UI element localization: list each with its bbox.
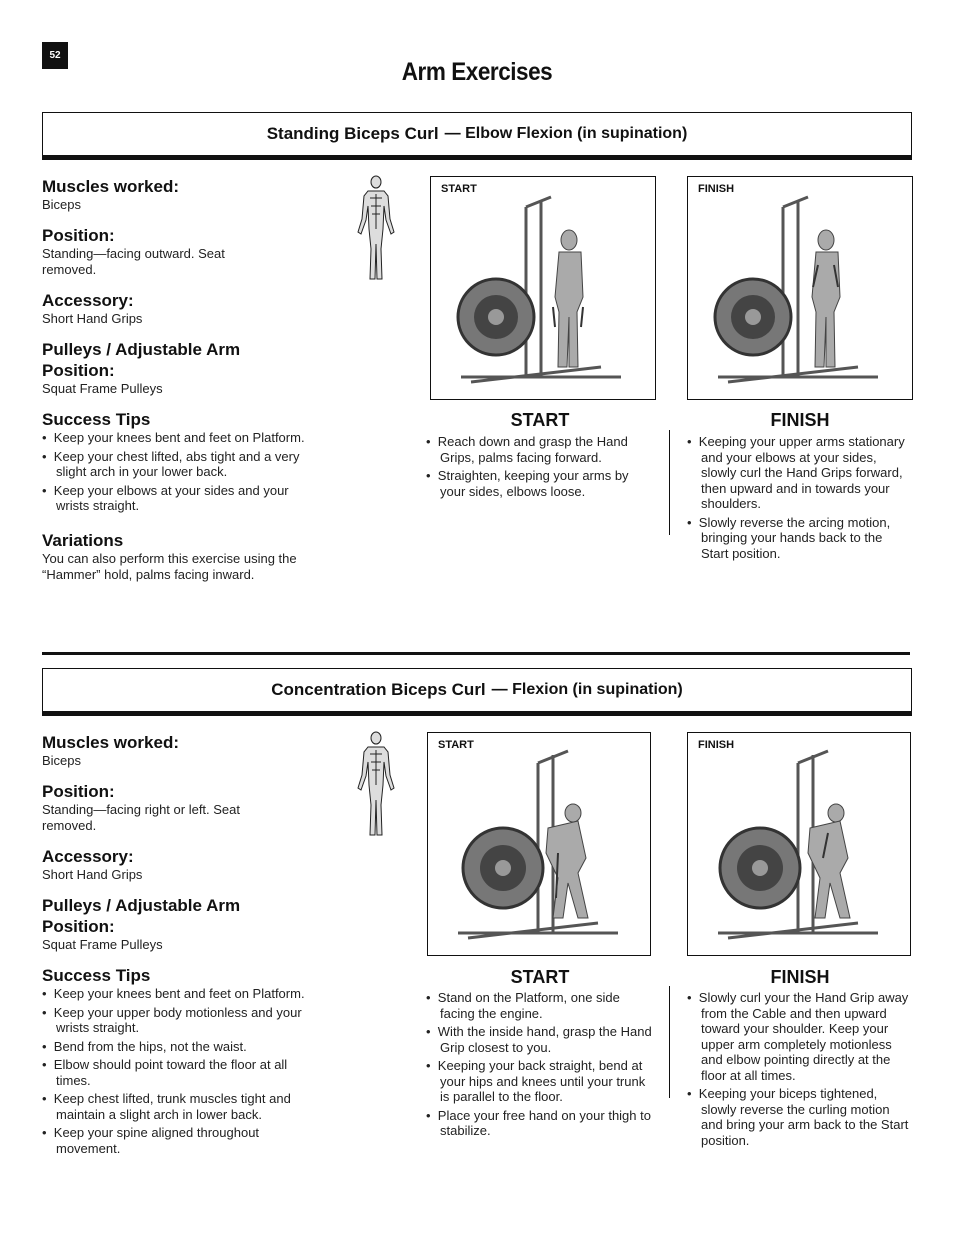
photo-start [430,176,656,400]
exercise-subtitle: — Elbow Flexion (in supination) [444,125,688,142]
position-value: Standing—facing outward. Seat removed. [42,246,225,277]
variations-heading: Variations [42,530,124,550]
photo-finish [687,732,911,956]
muscles-heading: Muscles worked: [42,733,179,752]
list-item: • Keeping your upper arms stationary and your elbows at your sides, slowly curl the Hand Grips forward, then upward and in towards your shoulders. [687,434,913,512]
page-number: 52 [42,42,68,69]
machine-illustration [688,177,912,399]
photo-label: FINISH [698,183,735,195]
photo-label: START [438,739,474,751]
list-item: • Reach down and grasp the Hand Grips, palms facing forward. [426,434,652,465]
list-item: • Elbow should point toward the floor at all times. [42,1057,312,1088]
finish-heading: FINISH [770,967,830,987]
list-item: • Slowly curl your the Hand Grip away from the Cable and then upward toward your shoulder. Keep your upper arm completely motionless and elbow pointing directly at the floor at all times. [687,990,913,1083]
machine-illustration [428,733,650,955]
tips-heading: Success Tips [42,410,151,429]
exercise-info [42,732,312,1168]
muscle-diagram-icon [350,174,402,286]
photo-label: START [441,183,477,195]
list-item: • Keep your chest lifted, abs tight and a very slight arch in your lower back. [42,449,307,480]
exercise-subtitle: — Flexion (in supination) [491,681,683,698]
list-item: • Keeping your back straight, bend at your hips and knees until your trunk is parallel to the floor. [426,1058,652,1105]
list-item: • Keeping your biceps tightened, slowly reverse the curling motion and bring your arm back to the Start position. [687,1086,913,1148]
position-heading: Position: [42,226,115,245]
photo-finish [687,176,913,400]
list-item: • Keep your upper body motionless and your wrists straight. [42,1005,312,1036]
list-item: • Stand on the Platform, one side facing the engine. [426,990,652,1021]
accessory-heading: Accessory: [42,847,134,866]
accessory-value: Short Hand Grips [42,311,143,326]
tips-heading: Success Tips [42,966,151,985]
machine-illustration [431,177,655,399]
pulleys-value: Squat Frame Pulleys [42,381,163,396]
pulleys-heading: Pulleys / Adjustable Arm Position: [42,340,241,380]
start-heading: START [510,410,570,430]
machine-illustration [688,733,910,955]
list-item: • Keep your spine aligned throughout movement. [42,1125,312,1156]
finish-steps [687,990,913,1151]
exercise-name: Concentration Biceps Curl [271,680,486,699]
exercise-header [42,668,912,716]
exercise-info [42,176,317,595]
list-item: • Slowly reverse the arcing motion, bringing your hands back to the Start position. [687,515,913,562]
tips-list [42,986,312,1156]
page-title: Arm Exercises [401,58,553,86]
start-steps [426,434,652,502]
photo-label: FINISH [698,739,735,751]
pulleys-value: Squat Frame Pulleys [42,937,163,952]
position-heading: Position: [42,782,115,801]
section-divider [42,652,910,655]
photo-start [427,732,651,956]
list-item: • Keep your knees bent and feet on Platform. [42,986,312,1002]
column-divider [669,430,670,535]
start-steps [426,990,652,1142]
list-item: • Keep chest lifted, trunk muscles tight and maintain a slight arch in lower back. [42,1091,312,1122]
exercise-name: Standing Biceps Curl [266,124,439,143]
tips-list [42,430,307,514]
variations-value: You can also perform this exercise using the “Hammer” hold, palms facing inward. [42,550,297,582]
list-item: • Keep your knees bent and feet on Platform. [42,430,307,446]
list-item: • Straighten, keeping your arms by your sides, elbows loose. [426,468,652,499]
exercise-header [42,112,912,160]
column-divider [669,986,670,1098]
finish-steps [687,434,913,564]
muscles-value: Biceps [42,197,82,212]
muscle-diagram-icon [350,730,402,842]
list-item: • Keep your elbows at your sides and your wrists straight. [42,483,307,514]
start-heading: START [510,967,570,987]
muscles-heading: Muscles worked: [42,177,179,196]
pulleys-heading: Pulleys / Adjustable Arm Position: [42,896,241,936]
list-item: • Place your free hand on your thigh to stabilize. [426,1108,652,1139]
muscles-value: Biceps [42,753,82,768]
finish-heading: FINISH [770,410,830,430]
position-value: Standing—facing right or left. Seat removed. [42,802,241,833]
list-item: • Bend from the hips, not the waist. [42,1039,312,1055]
accessory-value: Short Hand Grips [42,867,143,882]
list-item: • With the inside hand, grasp the Hand Grip closest to you. [426,1024,652,1055]
accessory-heading: Accessory: [42,291,134,310]
